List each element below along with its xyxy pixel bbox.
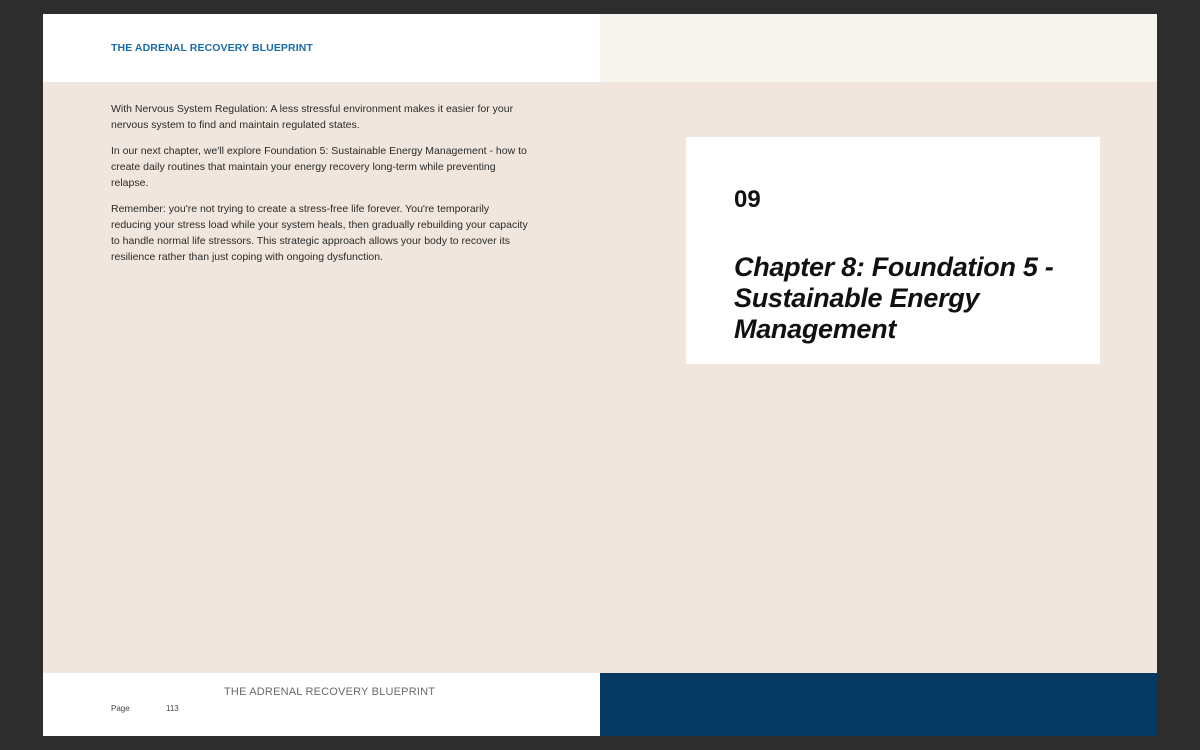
left-page bbox=[43, 14, 600, 736]
right-page-footer-band bbox=[600, 673, 1157, 736]
left-page-header bbox=[43, 14, 600, 82]
right-page bbox=[600, 14, 1157, 736]
page-label: Page bbox=[111, 704, 130, 713]
book-spread bbox=[43, 14, 1157, 736]
chapter-number: 09 bbox=[734, 186, 761, 213]
chapter-title: Chapter 8: Foundation 5 - Sustainable Energy Management bbox=[734, 252, 1054, 344]
page-number: 113 bbox=[166, 704, 179, 713]
body-text bbox=[111, 101, 531, 275]
paragraph: With Nervous System Regulation: A less stressful environment makes it easier for your nervous system to find and maintain regulated states. bbox=[111, 103, 514, 131]
paragraph: In our next chapter, we'll explore Foundation 5: Sustainable Energy Management - how to create daily routines that maintain your energy recovery long-term while preventing relapse. bbox=[111, 145, 527, 189]
paragraph: Remember: you're not trying to create a stress-free life forever. You're temporarily reducing your stress load while your system heals, then gradually rebuilding your capacity to handle normal life stressors. This strategic approach allows your body to recover its resilience rather than just coping with ongoing dysfunction. bbox=[111, 203, 528, 263]
left-page-footer bbox=[43, 673, 600, 736]
right-page-header bbox=[600, 14, 1157, 82]
running-title: THE ADRENAL RECOVERY BLUEPRINT bbox=[111, 42, 313, 54]
footer-title: THE ADRENAL RECOVERY BLUEPRINT bbox=[224, 686, 436, 698]
chapter-title-card bbox=[686, 137, 1100, 364]
